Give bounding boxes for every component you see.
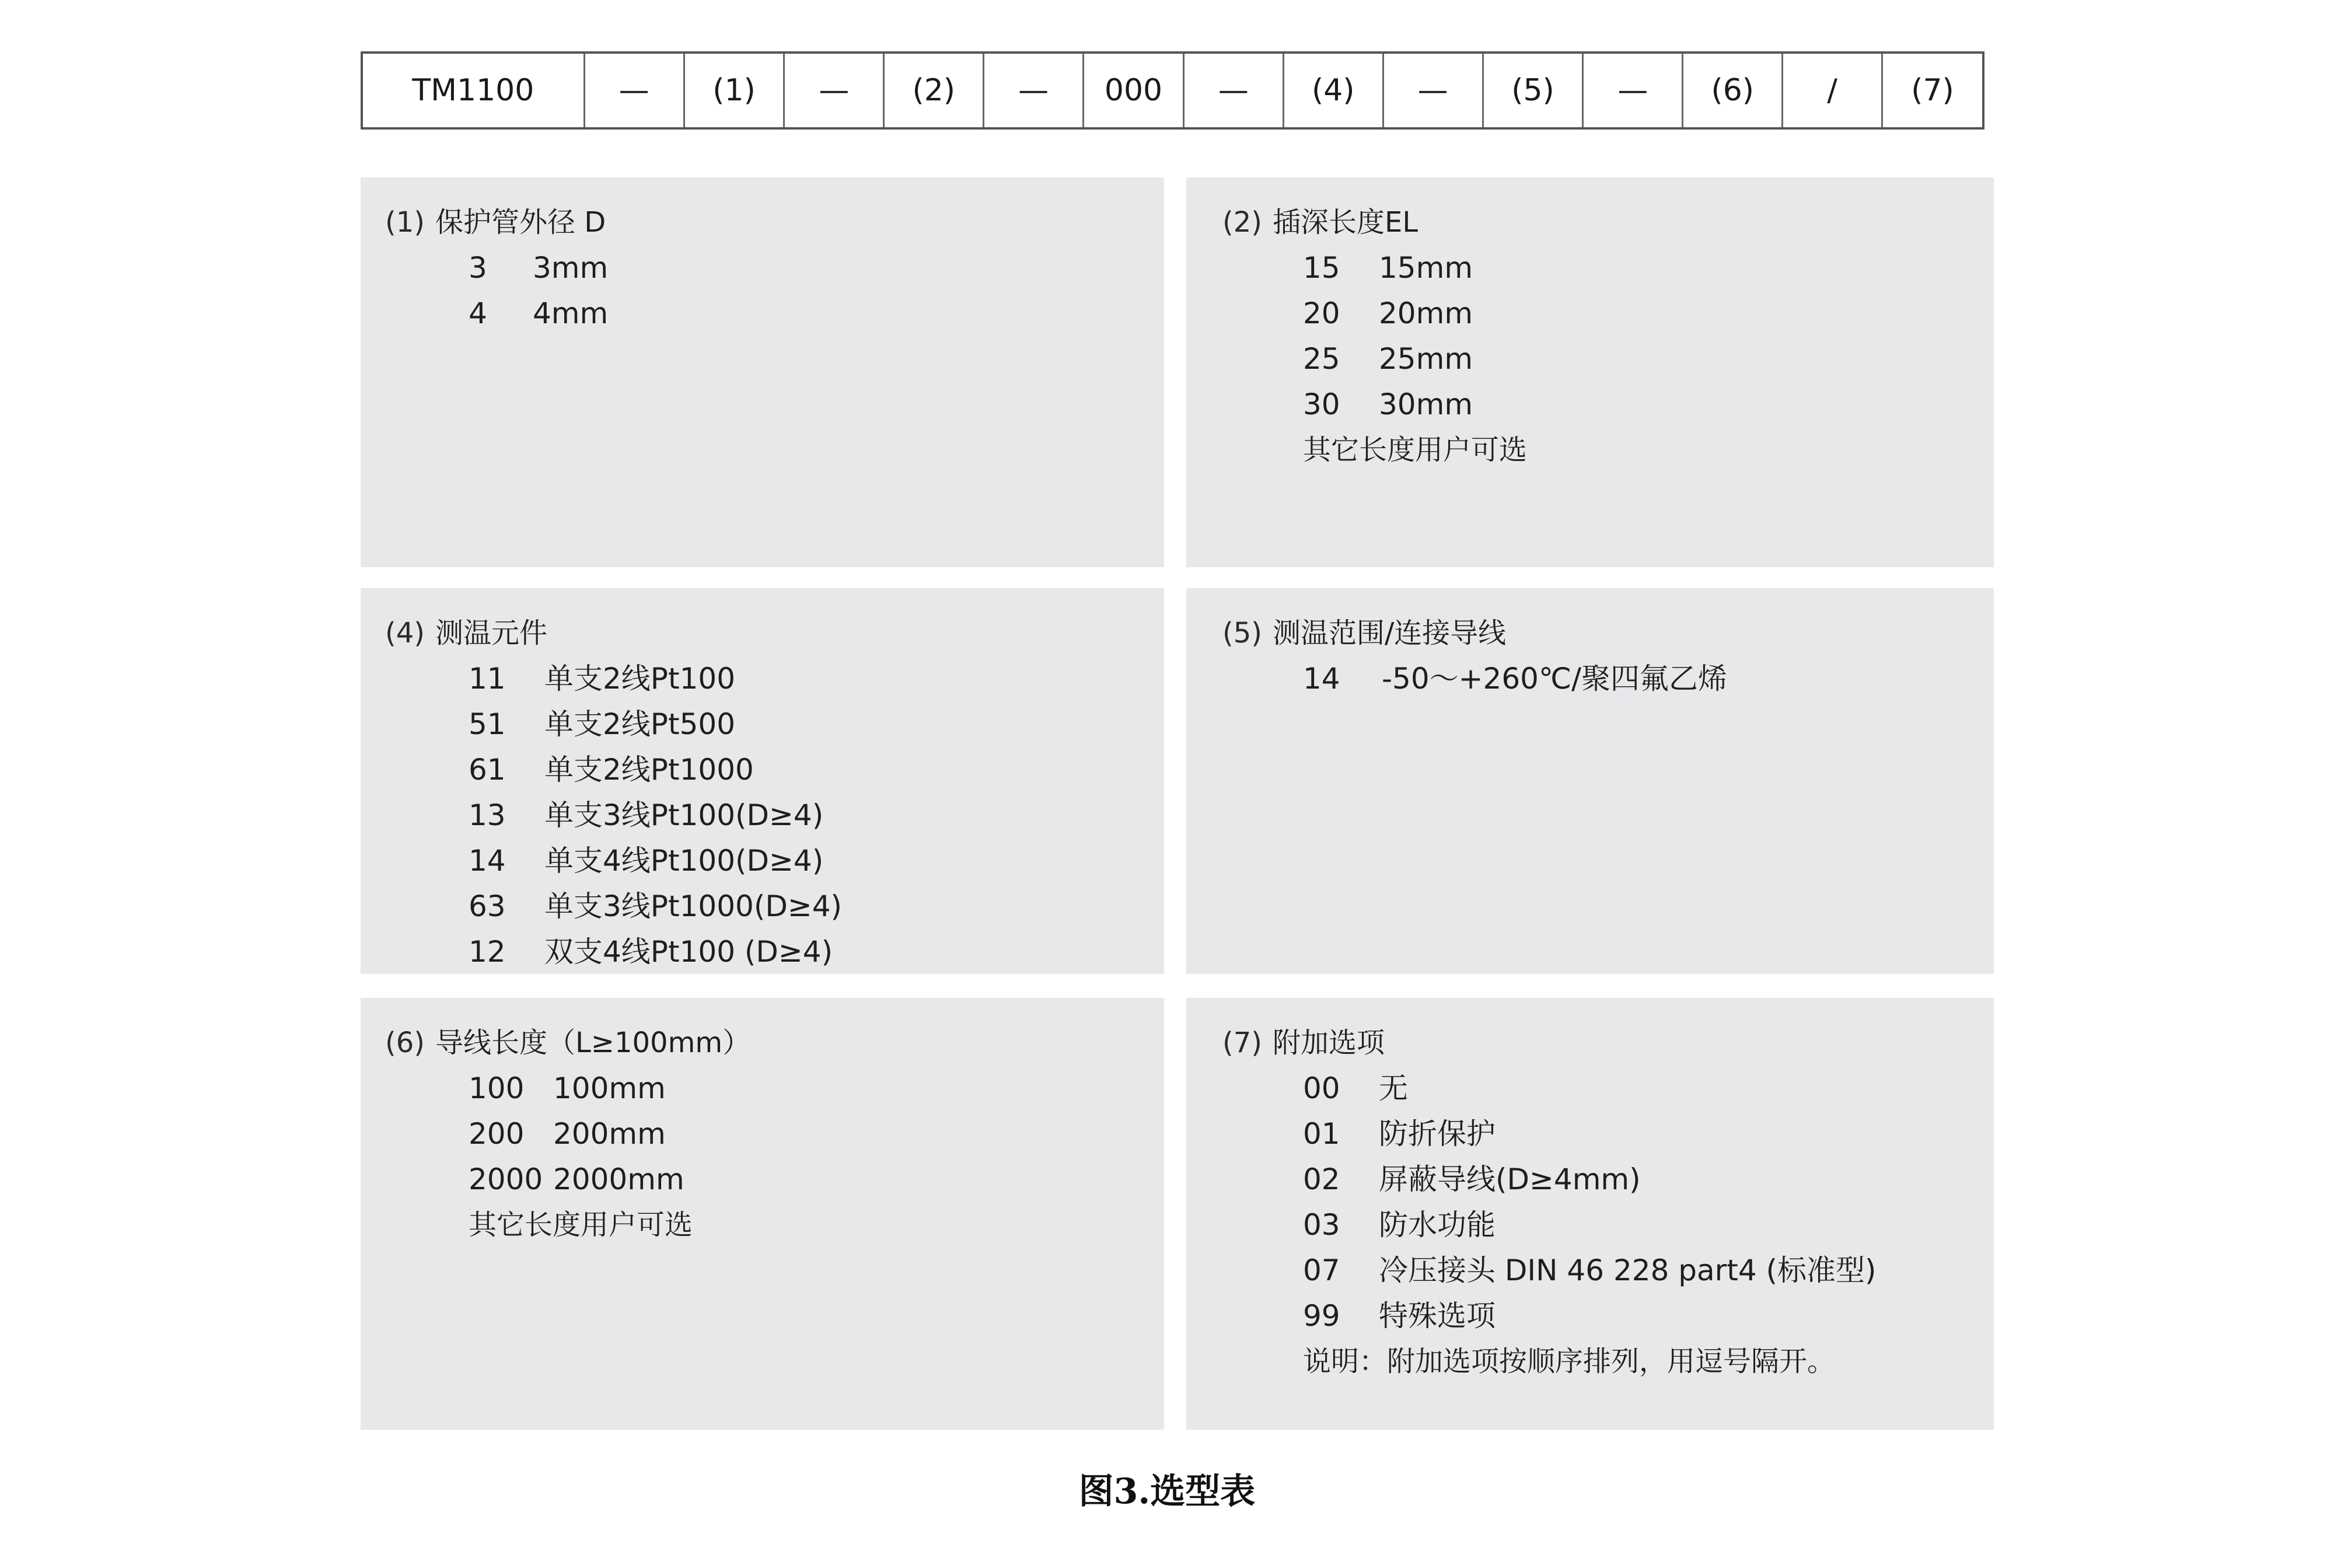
option-value: -50～+260℃/聚四氟乙烯 [1382, 662, 1727, 696]
panel-number: (1) [385, 206, 425, 239]
option-code: 61 [469, 753, 506, 787]
code-segment-cell: — [1582, 54, 1682, 127]
option-row [361, 701, 1164, 747]
panel-heading [1186, 200, 1994, 245]
option-row [1186, 656, 1994, 701]
option-code: 2000 [469, 1162, 543, 1196]
option-code: 100 [469, 1071, 525, 1105]
option-code: 3 [469, 251, 487, 285]
option-row [1186, 1248, 1994, 1293]
option-value: 冷压接头 DIN 46 228 part4 (标准型) [1379, 1253, 1877, 1287]
option-value: 单支2线Pt1000 [544, 753, 754, 787]
option-value: 单支3线Pt100(D≥4) [544, 798, 824, 832]
code-segment-cell: (1) [683, 54, 784, 127]
code-segment-cell: — [584, 54, 683, 127]
code-segment-cell: (4) [1283, 54, 1382, 127]
panel-additional-options [1186, 998, 1994, 1430]
option-code: 01 [1303, 1117, 1340, 1151]
option-code: 02 [1303, 1162, 1340, 1196]
option-value: 屏蔽导线(D≥4mm) [1379, 1162, 1641, 1196]
option-row [1186, 1066, 1994, 1111]
code-segment-cell: (7) [1881, 54, 1982, 127]
code-segment-cell: — [983, 54, 1082, 127]
panel-number: (4) [385, 617, 425, 649]
option-value: 4mm [533, 296, 609, 330]
panel-note: 其它长度用户可选 [1303, 434, 1528, 466]
panel-title: 插深长度EL [1273, 206, 1418, 239]
figure-caption: 图3.选型表 [1078, 1471, 1256, 1512]
option-value: 无 [1379, 1071, 1408, 1105]
option-row [361, 291, 1164, 336]
option-code: 12 [469, 935, 506, 969]
panel-heading [361, 1020, 1164, 1066]
code-segment-cell: — [1382, 54, 1482, 127]
option-code: 20 [1303, 296, 1340, 330]
panel-heading [361, 200, 1164, 245]
code-segment-cell: — [783, 54, 883, 127]
option-row [361, 1066, 1164, 1111]
panel-number: (2) [1222, 206, 1262, 239]
option-row [361, 747, 1164, 792]
option-row [361, 883, 1164, 929]
option-row [1186, 336, 1994, 382]
panel-heading [361, 610, 1164, 656]
option-value: 15mm [1379, 251, 1473, 285]
option-row [361, 838, 1164, 883]
option-value: 单支3线Pt1000(D≥4) [544, 889, 843, 923]
option-row [1186, 245, 1994, 291]
panel-title: 保护管外径 D [435, 206, 606, 239]
code-segment-cell: (2) [883, 54, 983, 127]
code-segment-cell: — [1183, 54, 1283, 127]
panel-number: (5) [1222, 617, 1262, 649]
panel-insertion-length [1186, 177, 1994, 567]
option-row [1186, 1202, 1994, 1248]
option-code: 07 [1303, 1253, 1340, 1287]
option-row [361, 1111, 1164, 1157]
panel-number: (7) [1222, 1026, 1262, 1059]
option-value: 200mm [553, 1117, 666, 1151]
option-row [1186, 1293, 1994, 1339]
option-code: 200 [469, 1117, 525, 1151]
option-value: 特殊选项 [1379, 1299, 1496, 1333]
option-value: 20mm [1379, 296, 1473, 330]
option-value: 30mm [1379, 387, 1473, 421]
option-code: 14 [1303, 662, 1340, 696]
option-value: 3mm [533, 251, 609, 285]
option-code: 25 [1303, 342, 1340, 376]
option-value: 单支4线Pt100(D≥4) [544, 844, 824, 878]
option-row [361, 245, 1164, 291]
model-prefix-cell: TM1100 [412, 73, 534, 108]
code-segment-cell: (6) [1682, 54, 1781, 127]
option-value: 防折保护 [1379, 1117, 1496, 1151]
panel-title: 导线长度（L≥100mm） [435, 1026, 751, 1059]
panel-number: (6) [385, 1026, 425, 1059]
option-row [361, 1157, 1164, 1202]
panel-temperature-range [1186, 588, 1994, 974]
panel-note: 说明：附加选项按顺序排列，用逗号隔开。 [1303, 1345, 1836, 1378]
option-code: 4 [469, 296, 487, 330]
panel-title: 测温元件 [435, 617, 548, 649]
panel-lead-length [361, 998, 1164, 1430]
code-segment-cell: 000 [1082, 54, 1183, 127]
option-row [361, 792, 1164, 838]
panel-title: 测温范围/连接导线 [1273, 617, 1507, 649]
panel-heading [1186, 1020, 1994, 1066]
code-segment-cell: (5) [1482, 54, 1582, 127]
option-value: 单支2线Pt500 [544, 707, 736, 741]
code-segment-cell: / [1781, 54, 1881, 127]
option-code: 51 [469, 707, 506, 741]
panel-title: 附加选项 [1273, 1026, 1385, 1059]
option-code: 15 [1303, 251, 1340, 285]
panel-heading [1186, 610, 1994, 656]
option-code: 99 [1303, 1299, 1340, 1333]
option-value: 双支4线Pt100 (D≥4) [544, 935, 833, 969]
option-code: 30 [1303, 387, 1340, 421]
model-code-row [361, 51, 1984, 130]
panel-sensing-element [361, 588, 1164, 974]
option-value: 100mm [553, 1071, 666, 1105]
option-code: 00 [1303, 1071, 1340, 1105]
option-code: 11 [469, 662, 506, 696]
option-row [361, 656, 1164, 701]
option-value: 25mm [1379, 342, 1473, 376]
option-value: 单支2线Pt100 [544, 662, 736, 696]
option-row [1186, 1111, 1994, 1157]
panel-outer-diameter [361, 177, 1164, 567]
option-code: 63 [469, 889, 506, 923]
option-code: 03 [1303, 1208, 1340, 1242]
option-row [1186, 1157, 1994, 1202]
option-row [1186, 291, 1994, 336]
option-code: 14 [469, 844, 506, 878]
option-code: 13 [469, 798, 506, 832]
option-row [361, 929, 1164, 975]
panel-note: 其它长度用户可选 [469, 1209, 693, 1241]
option-value: 2000mm [553, 1162, 684, 1196]
option-value: 防水功能 [1379, 1208, 1496, 1242]
option-row [1186, 382, 1994, 427]
